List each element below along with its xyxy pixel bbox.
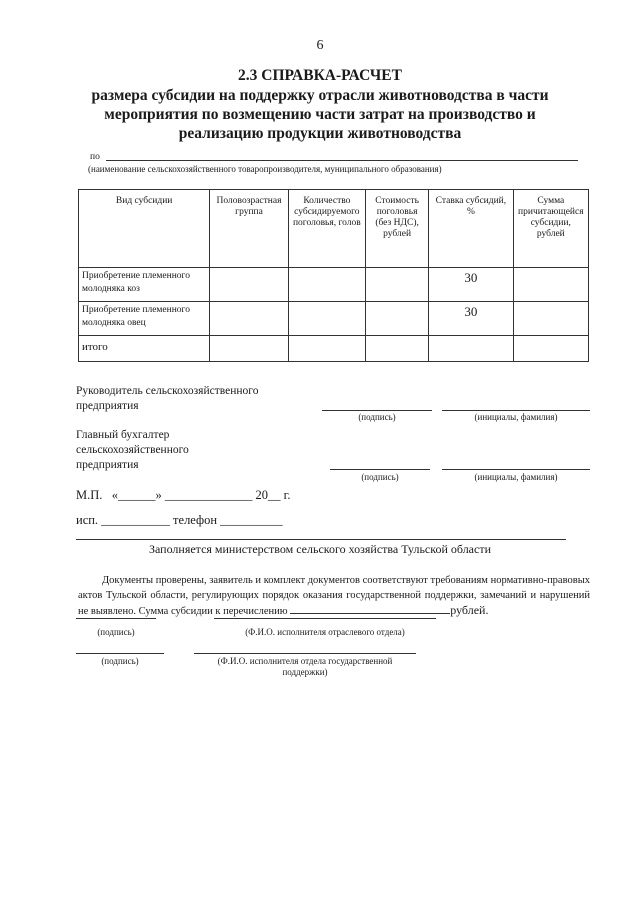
ministry-signature1-caption: (подпись) (97, 627, 135, 637)
table-row (79, 302, 589, 336)
accountant-signature-line[interactable] (330, 469, 430, 470)
table-row (79, 336, 589, 362)
row-sheep-name: Приобретение племенного молодняка овец (79, 302, 210, 336)
accountant-initials-caption: (инициалы, фамилия) (474, 472, 558, 482)
ministry-signature1-line[interactable] (76, 618, 156, 619)
head-signature-caption: (подпись) (358, 412, 396, 422)
accountant-label: Главный бухгалтер сельскохозяйственного предприятия (76, 429, 189, 471)
header-subsidy-amount: Сумма причитающейся субсидии, рублей (513, 190, 588, 268)
row-goats-amount[interactable] (513, 268, 588, 302)
head-label: Руководитель сельскохозяйственного предприятия (76, 385, 259, 412)
row-goats-rate: 30 (429, 268, 513, 302)
accountant-initials-line[interactable] (442, 469, 590, 470)
ministry-signature2-caption: (подпись) (101, 656, 139, 666)
header-age-group: Половозрастная группа (210, 190, 288, 268)
ministry-fio1-caption: (Ф.И.О. исполнителя отраслевого отдела) (245, 627, 405, 637)
stamp-date-line: М.П. «______» ______________ 20__ г. (76, 488, 291, 502)
row-total-name: итого (79, 336, 210, 362)
currency-label: рублей. (450, 603, 489, 617)
header-livestock-count: Количество субсидируемого поголовья, голов (288, 190, 365, 268)
page-number: 6 (316, 38, 324, 53)
row-sheep-amount[interactable] (513, 302, 588, 336)
document-title: 2.3 СПРАВКА-РАСЧЕТ (238, 67, 402, 84)
row-sheep-rate: 30 (429, 302, 513, 336)
row-goats-name: Приобретение племенного молодняка коз (79, 268, 210, 302)
ministry-fio2-caption: (Ф.И.О. исполнителя отдела государственной поддержки) (217, 656, 393, 677)
subsidy-table (78, 189, 589, 362)
ministry-fio2-line[interactable] (194, 653, 416, 654)
head-signature-line[interactable] (322, 410, 432, 411)
document-subtitle: размера субсидии на поддержку отрасли животноводства в части мероприятия по возмещению части затрат на производство и реализацию продукции животноводства (91, 87, 549, 142)
header-livestock-cost: Стоимость поголовья (без НДС), рублей (366, 190, 429, 268)
ministry-heading: Заполняется министерством сельского хозяйства Тульской области (148, 542, 492, 556)
row-sheep-age-group[interactable] (210, 302, 288, 336)
head-initials-line[interactable] (442, 410, 590, 411)
section-divider (76, 539, 566, 540)
table-row (79, 268, 589, 302)
row-goats-count[interactable] (288, 268, 365, 302)
recipient-line[interactable] (106, 160, 578, 161)
header-subsidy-rate: Ставка субсидий, % (429, 190, 513, 268)
recipient-prefix: по (90, 152, 100, 162)
recipient-caption: (наименование сельскохозяйственного товаропроизводителя, муниципального образования) (88, 164, 442, 174)
subsidy-sum-line[interactable] (290, 603, 450, 614)
accountant-signature-caption: (подпись) (361, 472, 399, 482)
ministry-signature2-line[interactable] (76, 653, 164, 654)
row-total-age-group (210, 336, 288, 362)
row-goats-cost[interactable] (366, 268, 429, 302)
row-total-cost[interactable] (366, 336, 429, 362)
header-subsidy-type: Вид субсидии (79, 190, 210, 268)
row-goats-age-group[interactable] (210, 268, 288, 302)
row-total-amount[interactable] (513, 336, 588, 362)
row-sheep-cost[interactable] (366, 302, 429, 336)
row-sheep-count[interactable] (288, 302, 365, 336)
ministry-fio1-line[interactable] (214, 618, 436, 619)
head-initials-caption: (инициалы, фамилия) (474, 412, 558, 422)
executor-phone-line: исп. ___________ телефон __________ (76, 513, 283, 527)
ministry-paragraph (78, 573, 590, 619)
ministry-paragraph-text: Документы проверены, заявитель и комплект документов соответствуют требованиям нормативно-правовых актов Тульской области, регулирующих порядок оказания государственной поддержки, замечаний и нарушений не выявлено. Сумма субсидии к перечислению (78, 575, 590, 617)
row-total-rate (429, 336, 513, 362)
row-total-count[interactable] (288, 336, 365, 362)
